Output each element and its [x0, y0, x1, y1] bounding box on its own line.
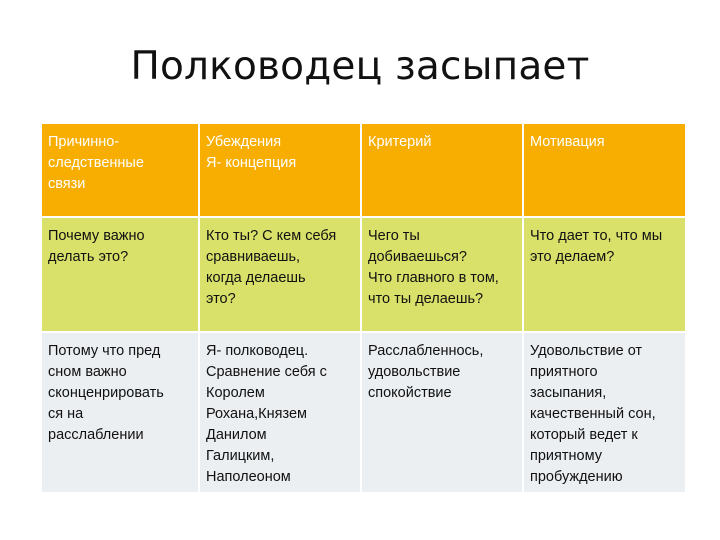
- header-cell-criterion: [362, 124, 524, 218]
- header-cell-text: Мотивация: [530, 134, 605, 150]
- table-header-row: [42, 124, 685, 218]
- header-cell-cause-effect: [42, 124, 200, 218]
- slide-title: Полководец засыпает: [130, 44, 590, 89]
- table-cell: [524, 218, 685, 333]
- header-cell-text: Убеждения Я- концепция: [206, 134, 297, 171]
- table-row: [42, 218, 685, 333]
- table-row: [42, 333, 685, 494]
- table-cell: [362, 218, 524, 333]
- table-cell: [524, 333, 685, 494]
- table-cell: [362, 333, 524, 494]
- header-cell-beliefs: [200, 124, 362, 218]
- cell-text: Потому что пред сном важно сконценрировать ся на расслаблении: [48, 343, 164, 443]
- cell-text: Я- полководец. Сравнение себя с Королем Рохана,Князем Данилом Галицким, Наполеоном: [206, 343, 327, 485]
- cell-text: Расслабленнось, удовольствие спокойствие: [368, 343, 484, 401]
- table-cell: [42, 333, 200, 494]
- cell-text: Почему важно делать это?: [48, 228, 145, 265]
- header-cell-motivation: [524, 124, 685, 218]
- table-cell: [200, 333, 362, 494]
- cell-text: Чего ты добиваешься? Что главного в том, что ты делаешь?: [368, 228, 499, 307]
- cell-text: Кто ты? С кем себя сравниваешь, когда делаешь это?: [206, 228, 337, 307]
- cell-text: Что дает то, что мы это делаем?: [530, 228, 663, 265]
- header-cell-text: Причинно- следственные связи: [48, 134, 144, 192]
- motivation-table: [42, 124, 685, 494]
- cell-text: Удовольствие от приятного засыпания, качественный сон, который ведет к приятному пробуждению: [530, 343, 656, 485]
- table-cell: [200, 218, 362, 333]
- table-cell: [42, 218, 200, 333]
- header-cell-text: Критерий: [368, 134, 432, 150]
